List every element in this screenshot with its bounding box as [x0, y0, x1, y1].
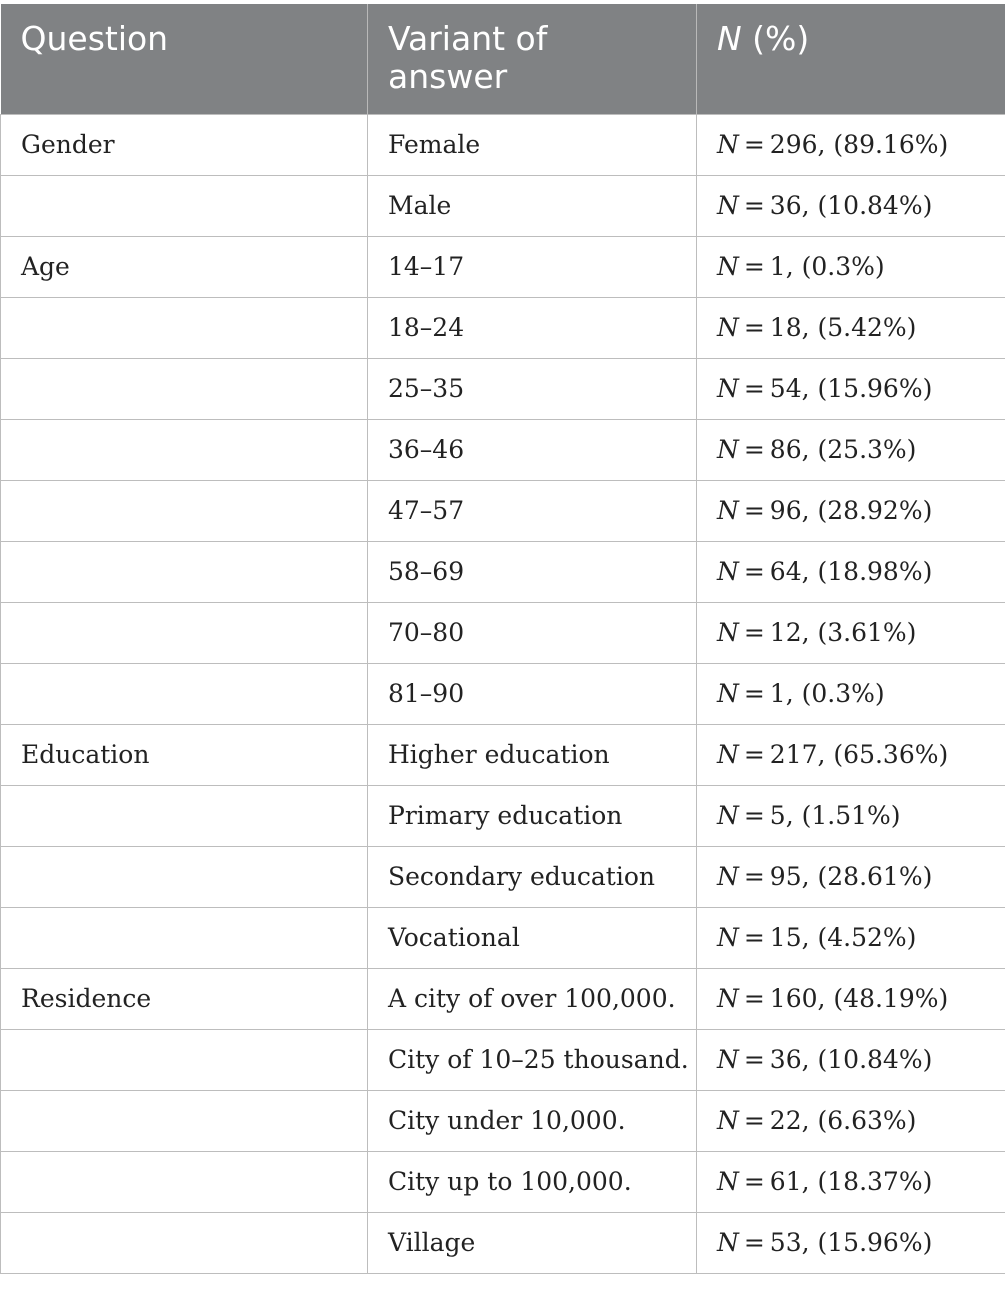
n-symbol: N [717, 1045, 739, 1074]
variant-cell: 58–69 [368, 541, 697, 602]
variant-cell: 36–46 [368, 419, 697, 480]
table-row [1, 541, 1005, 602]
variant-cell: Higher education [368, 724, 697, 785]
count-value: = 1, (0.3%) [738, 252, 885, 281]
count-value: = 5, (1.51%) [738, 801, 901, 830]
table-row [1, 724, 1005, 785]
count-value: = 12, (3.61%) [738, 618, 917, 647]
question-cell [1, 663, 368, 724]
variant-cell: City under 10,000. [368, 1090, 697, 1151]
count-cell [697, 1090, 1005, 1151]
n-symbol: N [717, 801, 739, 830]
count-value: = 86, (25.3%) [738, 435, 917, 464]
question-cell [1, 358, 368, 419]
count-cell [697, 480, 1005, 541]
count-value: = 22, (6.63%) [738, 1106, 917, 1135]
question-cell: Education [1, 724, 368, 785]
n-symbol: N [717, 618, 739, 647]
question-cell [1, 175, 368, 236]
count-cell [697, 175, 1005, 236]
n-symbol: N [717, 313, 739, 342]
question-cell [1, 1212, 368, 1273]
table-row [1, 114, 1005, 175]
count-value: = 54, (15.96%) [738, 374, 933, 403]
variant-cell: 25–35 [368, 358, 697, 419]
n-symbol: N [717, 130, 739, 159]
count-cell [697, 1029, 1005, 1090]
table-row [1, 297, 1005, 358]
variant-cell: Village [368, 1212, 697, 1273]
n-symbol: N [717, 862, 739, 891]
table-row [1, 358, 1005, 419]
count-cell [697, 1212, 1005, 1273]
header-percent: (%) [741, 19, 810, 58]
n-symbol: N [717, 252, 739, 281]
n-symbol: N [717, 1228, 739, 1257]
n-symbol: N [717, 557, 739, 586]
table-row [1, 663, 1005, 724]
count-value: = 160, (48.19%) [738, 984, 949, 1013]
variant-cell: City up to 100,000. [368, 1151, 697, 1212]
table-row [1, 846, 1005, 907]
question-cell [1, 907, 368, 968]
table-row [1, 785, 1005, 846]
variant-cell: 81–90 [368, 663, 697, 724]
count-value: = 296, (89.16%) [738, 130, 949, 159]
count-cell [697, 114, 1005, 175]
table-row [1, 1212, 1005, 1273]
table-row [1, 907, 1005, 968]
table-row [1, 480, 1005, 541]
count-value: = 53, (15.96%) [738, 1228, 933, 1257]
variant-cell: 70–80 [368, 602, 697, 663]
question-cell [1, 297, 368, 358]
n-symbol: N [717, 191, 739, 220]
variant-cell: Primary education [368, 785, 697, 846]
count-cell [697, 724, 1005, 785]
variant-cell: 14–17 [368, 236, 697, 297]
n-symbol: N [717, 496, 739, 525]
variant-cell: 18–24 [368, 297, 697, 358]
question-cell [1, 846, 368, 907]
count-value: = 96, (28.92%) [738, 496, 933, 525]
question-cell [1, 1151, 368, 1212]
count-cell [697, 358, 1005, 419]
count-cell [697, 968, 1005, 1029]
count-value: = 36, (10.84%) [738, 1045, 933, 1074]
demographics-table [0, 4, 1005, 1274]
n-symbol: N [717, 984, 739, 1013]
count-value: = 64, (18.98%) [738, 557, 933, 586]
n-symbol: N [717, 679, 739, 708]
header-question: Question [1, 4, 368, 114]
count-cell [697, 541, 1005, 602]
question-cell [1, 419, 368, 480]
count-cell [697, 663, 1005, 724]
header-n-percent [697, 4, 1005, 114]
count-value: = 61, (18.37%) [738, 1167, 933, 1196]
variant-cell: A city of over 100,000. [368, 968, 697, 1029]
question-cell [1, 1029, 368, 1090]
question-cell: Residence [1, 968, 368, 1029]
count-cell [697, 907, 1005, 968]
table-row [1, 1151, 1005, 1212]
question-cell: Age [1, 236, 368, 297]
variant-cell: City of 10–25 thousand. [368, 1029, 697, 1090]
count-cell [697, 846, 1005, 907]
count-value: = 217, (65.36%) [738, 740, 949, 769]
table-row [1, 419, 1005, 480]
count-value: = 18, (5.42%) [738, 313, 917, 342]
table-row [1, 1029, 1005, 1090]
count-cell [697, 297, 1005, 358]
question-cell [1, 1090, 368, 1151]
header-variant: Variant of answer [368, 4, 697, 114]
count-value: = 1, (0.3%) [738, 679, 885, 708]
count-value: = 36, (10.84%) [738, 191, 933, 220]
question-cell [1, 480, 368, 541]
table-row [1, 968, 1005, 1029]
n-symbol: N [717, 923, 739, 952]
n-symbol: N [717, 1167, 739, 1196]
count-cell [697, 1151, 1005, 1212]
count-cell [697, 419, 1005, 480]
n-symbol: N [717, 740, 739, 769]
n-symbol: N [717, 374, 739, 403]
count-cell [697, 602, 1005, 663]
count-value: = 95, (28.61%) [738, 862, 933, 891]
table-row [1, 1090, 1005, 1151]
count-value: = 15, (4.52%) [738, 923, 917, 952]
n-symbol: N [717, 435, 739, 464]
header-n-symbol: N [717, 19, 742, 58]
question-cell: Gender [1, 114, 368, 175]
question-cell [1, 602, 368, 663]
question-cell [1, 541, 368, 602]
count-cell [697, 785, 1005, 846]
table-row [1, 175, 1005, 236]
count-cell [697, 236, 1005, 297]
variant-cell: Secondary education [368, 846, 697, 907]
header-row [1, 4, 1005, 114]
table-row [1, 236, 1005, 297]
n-symbol: N [717, 1106, 739, 1135]
table-row [1, 602, 1005, 663]
variant-cell: Female [368, 114, 697, 175]
variant-cell: Male [368, 175, 697, 236]
question-cell [1, 785, 368, 846]
variant-cell: 47–57 [368, 480, 697, 541]
variant-cell: Vocational [368, 907, 697, 968]
